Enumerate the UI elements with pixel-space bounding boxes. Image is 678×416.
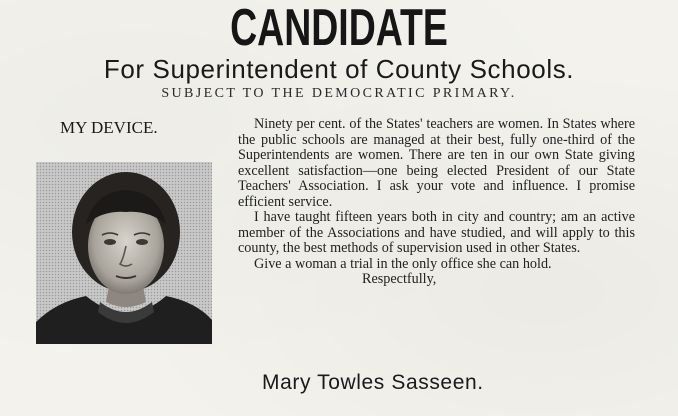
candidate-portrait xyxy=(36,162,212,344)
closing-line xyxy=(238,272,635,288)
primary-subject-line: SUBJECT TO THE DEMOCRATIC PRIMARY. xyxy=(161,86,517,101)
campaign-statement xyxy=(238,117,635,288)
headline: CANDIDATE xyxy=(230,0,448,57)
device-label: MY DEVICE. xyxy=(60,118,158,137)
closing-salutation: Respectfully, xyxy=(362,271,437,287)
candidate-signature: Mary Towles Sasseen. xyxy=(262,371,484,394)
statement-paragraph: I have taught fifteen years both in city and country; am an active member of the Associations and have studied, and will apply to this county, the best methods of supervision used in other States. xyxy=(238,209,635,256)
statement-paragraph: Ninety per cent. of the States' teachers are women. In States where the public schools are managed at their best, fully one-third of the Superintendents are women. There are ten in our own State giving excellent satisfaction—one being elected President of our State Teachers' Association. I ask your vote and influence. I promise efficient service. xyxy=(238,116,635,210)
office-subheading: For Superintendent of County Schools. xyxy=(103,54,575,84)
statement-paragraph: Give a woman a trial in the only office she can hold. xyxy=(254,255,552,272)
